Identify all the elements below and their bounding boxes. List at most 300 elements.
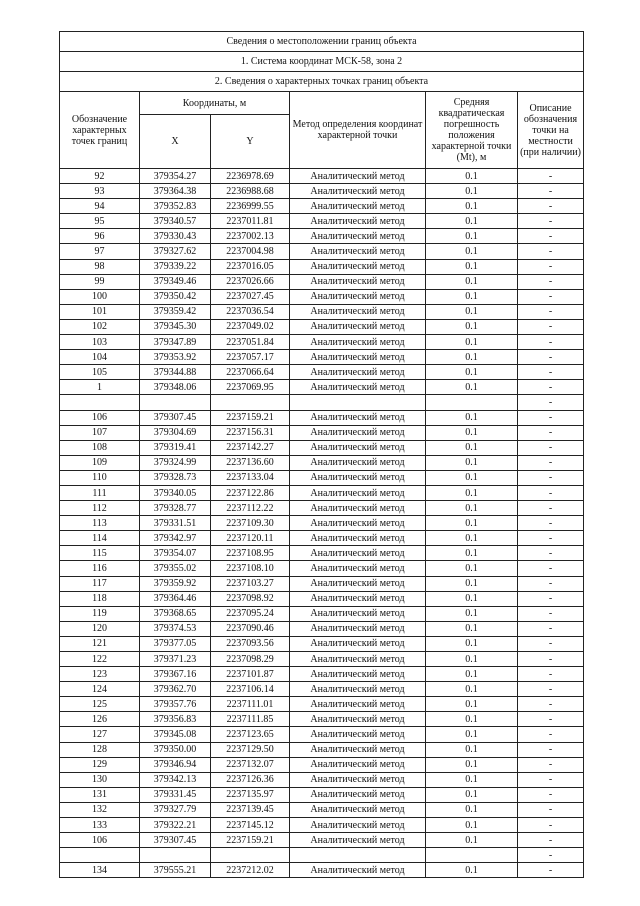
- x-cell: 379354.07: [140, 546, 211, 561]
- table-row: [60, 289, 584, 304]
- point-cell: 118: [60, 591, 140, 606]
- description-cell: -: [518, 229, 584, 244]
- method-cell: Аналитический метод: [290, 863, 426, 878]
- table-row: [60, 470, 584, 485]
- table-row: [60, 229, 584, 244]
- method-cell: Аналитический метод: [290, 289, 426, 304]
- point-cell: [60, 848, 140, 863]
- description-cell: -: [518, 470, 584, 485]
- method-cell: Аналитический метод: [290, 516, 426, 531]
- method-cell: Аналитический метод: [290, 546, 426, 561]
- error-cell: 0.1: [426, 591, 518, 606]
- table-row: [60, 697, 584, 712]
- x-cell: 379356.83: [140, 712, 211, 727]
- method-cell: Аналитический метод: [290, 274, 426, 289]
- x-cell: 379357.76: [140, 697, 211, 712]
- x-cell: 379331.45: [140, 787, 211, 802]
- description-cell: -: [518, 410, 584, 425]
- point-cell: 121: [60, 636, 140, 651]
- table-row: [60, 184, 584, 199]
- method-cell: Аналитический метод: [290, 501, 426, 516]
- table-row: [60, 531, 584, 546]
- header-point: Обозначение характерных точек границ: [60, 92, 140, 169]
- table-row: [60, 561, 584, 576]
- error-cell: 0.1: [426, 425, 518, 440]
- error-cell: 0.1: [426, 440, 518, 455]
- point-cell: 119: [60, 606, 140, 621]
- table-row: [60, 757, 584, 772]
- description-cell: -: [518, 757, 584, 772]
- y-cell: 2237106.14: [211, 682, 290, 697]
- table-row: [60, 199, 584, 214]
- x-cell: 379371.23: [140, 652, 211, 667]
- method-cell: Аналитический метод: [290, 380, 426, 395]
- x-cell: 379377.05: [140, 636, 211, 651]
- y-cell: 2237159.21: [211, 410, 290, 425]
- y-cell: 2237129.50: [211, 742, 290, 757]
- table-row: [60, 727, 584, 742]
- y-cell: 2237111.85: [211, 712, 290, 727]
- method-cell: Аналитический метод: [290, 606, 426, 621]
- point-cell: 109: [60, 455, 140, 470]
- point-cell: 122: [60, 652, 140, 667]
- method-cell: Аналитический метод: [290, 591, 426, 606]
- point-cell: 104: [60, 350, 140, 365]
- error-cell: 0.1: [426, 682, 518, 697]
- description-cell: -: [518, 304, 584, 319]
- point-cell: 97: [60, 244, 140, 259]
- x-cell: 379359.42: [140, 304, 211, 319]
- description-cell: -: [518, 425, 584, 440]
- y-cell: 2237101.87: [211, 667, 290, 682]
- error-cell: 0.1: [426, 229, 518, 244]
- description-cell: -: [518, 335, 584, 350]
- point-cell: 101: [60, 304, 140, 319]
- error-cell: 0.1: [426, 833, 518, 848]
- description-cell: -: [518, 848, 584, 863]
- x-cell: 379359.92: [140, 576, 211, 591]
- table-row: [60, 667, 584, 682]
- table-row: [60, 772, 584, 787]
- table-row: [60, 319, 584, 334]
- table-row: [60, 712, 584, 727]
- x-cell: 379340.05: [140, 485, 211, 500]
- y-cell: 2237120.11: [211, 531, 290, 546]
- x-cell: 379328.73: [140, 470, 211, 485]
- description-cell: -: [518, 697, 584, 712]
- method-cell: Аналитический метод: [290, 455, 426, 470]
- description-cell: -: [518, 667, 584, 682]
- table-row: [60, 304, 584, 319]
- table-row: [60, 169, 584, 184]
- y-cell: 2237027.45: [211, 289, 290, 304]
- x-cell: 379331.51: [140, 516, 211, 531]
- table-row: [60, 591, 584, 606]
- point-cell: 125: [60, 697, 140, 712]
- table-row: [60, 485, 584, 500]
- method-cell: Аналитический метод: [290, 470, 426, 485]
- description-cell: -: [518, 636, 584, 651]
- table-row: [60, 802, 584, 817]
- description-cell: -: [518, 380, 584, 395]
- y-cell: [211, 395, 290, 410]
- x-cell: 379345.30: [140, 319, 211, 334]
- point-cell: 114: [60, 531, 140, 546]
- point-cell: 96: [60, 229, 140, 244]
- x-cell: 379362.70: [140, 682, 211, 697]
- description-cell: -: [518, 319, 584, 334]
- point-cell: 132: [60, 802, 140, 817]
- description-cell: -: [518, 214, 584, 229]
- description-cell: -: [518, 244, 584, 259]
- point-cell: 124: [60, 682, 140, 697]
- y-cell: 2237159.21: [211, 833, 290, 848]
- x-cell: 379350.42: [140, 289, 211, 304]
- y-cell: 2237126.36: [211, 772, 290, 787]
- error-cell: 0.1: [426, 485, 518, 500]
- x-cell: 379304.69: [140, 425, 211, 440]
- points-section-title: 2. Сведения о характерных точках границ объекта: [60, 72, 584, 92]
- header-y: Y: [211, 115, 290, 169]
- error-cell: 0.1: [426, 169, 518, 184]
- description-cell: -: [518, 501, 584, 516]
- method-cell: Аналитический метод: [290, 561, 426, 576]
- description-cell: -: [518, 455, 584, 470]
- error-cell: 0.1: [426, 214, 518, 229]
- table-row: [60, 214, 584, 229]
- y-cell: 2237011.81: [211, 214, 290, 229]
- method-cell: Аналитический метод: [290, 772, 426, 787]
- method-cell: Аналитический метод: [290, 350, 426, 365]
- document-title: Сведения о местоположении границ объекта: [60, 32, 584, 52]
- method-cell: Аналитический метод: [290, 802, 426, 817]
- table-row: [60, 425, 584, 440]
- y-cell: 2237109.30: [211, 516, 290, 531]
- x-cell: [140, 395, 211, 410]
- point-cell: 134: [60, 863, 140, 878]
- method-cell: Аналитический метод: [290, 319, 426, 334]
- method-cell: Аналитический метод: [290, 485, 426, 500]
- y-cell: 2237135.97: [211, 787, 290, 802]
- point-cell: 113: [60, 516, 140, 531]
- method-cell: Аналитический метод: [290, 712, 426, 727]
- description-cell: -: [518, 485, 584, 500]
- method-cell: Аналитический метод: [290, 682, 426, 697]
- point-cell: 110: [60, 470, 140, 485]
- method-cell: Аналитический метод: [290, 787, 426, 802]
- method-cell: Аналитический метод: [290, 742, 426, 757]
- x-cell: 379319.41: [140, 440, 211, 455]
- error-cell: 0.1: [426, 410, 518, 425]
- x-cell: 379374.53: [140, 621, 211, 636]
- description-cell: -: [518, 682, 584, 697]
- method-cell: Аналитический метод: [290, 244, 426, 259]
- point-cell: 120: [60, 621, 140, 636]
- point-cell: 112: [60, 501, 140, 516]
- error-cell: 0.1: [426, 802, 518, 817]
- y-cell: 2237049.02: [211, 319, 290, 334]
- table-row: [60, 380, 584, 395]
- error-cell: 0.1: [426, 757, 518, 772]
- method-cell: Аналитический метод: [290, 425, 426, 440]
- error-cell: 0.1: [426, 772, 518, 787]
- x-cell: 379307.45: [140, 833, 211, 848]
- table-row: [60, 244, 584, 259]
- method-cell: [290, 395, 426, 410]
- error-cell: 0.1: [426, 531, 518, 546]
- point-cell: 106: [60, 833, 140, 848]
- table-row: [60, 742, 584, 757]
- error-cell: 0.1: [426, 697, 518, 712]
- x-cell: 379339.22: [140, 259, 211, 274]
- description-cell: -: [518, 802, 584, 817]
- points-table-body: [60, 169, 584, 878]
- method-cell: Аналитический метод: [290, 636, 426, 651]
- point-cell: 103: [60, 335, 140, 350]
- y-cell: 2237098.29: [211, 652, 290, 667]
- y-cell: 2237136.60: [211, 455, 290, 470]
- point-cell: 1: [60, 380, 140, 395]
- table-row: [60, 365, 584, 380]
- description-cell: -: [518, 274, 584, 289]
- method-cell: Аналитический метод: [290, 652, 426, 667]
- y-cell: 2237103.27: [211, 576, 290, 591]
- x-cell: 379327.79: [140, 802, 211, 817]
- description-cell: -: [518, 365, 584, 380]
- x-cell: 379367.16: [140, 667, 211, 682]
- error-cell: [426, 395, 518, 410]
- description-cell: -: [518, 561, 584, 576]
- point-cell: 95: [60, 214, 140, 229]
- table-row: [60, 636, 584, 651]
- x-cell: 379353.92: [140, 350, 211, 365]
- point-cell: 107: [60, 425, 140, 440]
- y-cell: 2237142.27: [211, 440, 290, 455]
- error-cell: 0.1: [426, 667, 518, 682]
- x-cell: [140, 848, 211, 863]
- error-cell: 0.1: [426, 576, 518, 591]
- x-cell: 379352.83: [140, 199, 211, 214]
- method-cell: Аналитический метод: [290, 335, 426, 350]
- error-cell: 0.1: [426, 244, 518, 259]
- error-cell: 0.1: [426, 274, 518, 289]
- x-cell: 379328.77: [140, 501, 211, 516]
- error-cell: 0.1: [426, 636, 518, 651]
- description-cell: -: [518, 606, 584, 621]
- y-cell: 2236988.68: [211, 184, 290, 199]
- point-cell: 105: [60, 365, 140, 380]
- method-cell: Аналитический метод: [290, 576, 426, 591]
- y-cell: 2237057.17: [211, 350, 290, 365]
- point-cell: 93: [60, 184, 140, 199]
- error-cell: 0.1: [426, 199, 518, 214]
- error-cell: 0.1: [426, 335, 518, 350]
- x-cell: 379354.27: [140, 169, 211, 184]
- method-cell: Аналитический метод: [290, 184, 426, 199]
- point-cell: 99: [60, 274, 140, 289]
- description-cell: -: [518, 289, 584, 304]
- x-cell: 379364.38: [140, 184, 211, 199]
- table-row: [60, 848, 584, 863]
- y-cell: 2237098.92: [211, 591, 290, 606]
- table-row: [60, 455, 584, 470]
- description-cell: -: [518, 652, 584, 667]
- description-cell: -: [518, 169, 584, 184]
- x-cell: 379330.43: [140, 229, 211, 244]
- y-cell: 2237095.24: [211, 606, 290, 621]
- error-cell: 0.1: [426, 184, 518, 199]
- error-cell: 0.1: [426, 470, 518, 485]
- y-cell: 2237036.54: [211, 304, 290, 319]
- description-cell: -: [518, 184, 584, 199]
- table-row: [60, 395, 584, 410]
- method-cell: Аналитический метод: [290, 229, 426, 244]
- y-cell: 2237108.10: [211, 561, 290, 576]
- y-cell: 2237093.56: [211, 636, 290, 651]
- error-cell: 0.1: [426, 863, 518, 878]
- description-cell: -: [518, 772, 584, 787]
- table-row: [60, 576, 584, 591]
- x-cell: 379345.08: [140, 727, 211, 742]
- table-row: [60, 440, 584, 455]
- x-cell: 379307.45: [140, 410, 211, 425]
- description-cell: -: [518, 787, 584, 802]
- y-cell: 2237026.66: [211, 274, 290, 289]
- table-row: [60, 818, 584, 833]
- description-cell: -: [518, 621, 584, 636]
- description-cell: -: [518, 818, 584, 833]
- description-cell: -: [518, 350, 584, 365]
- description-cell: -: [518, 712, 584, 727]
- point-cell: 92: [60, 169, 140, 184]
- y-cell: 2237139.45: [211, 802, 290, 817]
- x-cell: 379364.46: [140, 591, 211, 606]
- point-cell: 102: [60, 319, 140, 334]
- method-cell: Аналитический метод: [290, 440, 426, 455]
- description-cell: -: [518, 199, 584, 214]
- point-cell: 127: [60, 727, 140, 742]
- error-cell: 0.1: [426, 319, 518, 334]
- table-row: [60, 350, 584, 365]
- x-cell: 379368.65: [140, 606, 211, 621]
- error-cell: 0.1: [426, 304, 518, 319]
- method-cell: Аналитический метод: [290, 365, 426, 380]
- x-cell: 379347.89: [140, 335, 211, 350]
- point-cell: 131: [60, 787, 140, 802]
- point-cell: 123: [60, 667, 140, 682]
- method-cell: Аналитический метод: [290, 214, 426, 229]
- error-cell: 0.1: [426, 455, 518, 470]
- method-cell: Аналитический метод: [290, 199, 426, 214]
- y-cell: 2237051.84: [211, 335, 290, 350]
- method-cell: Аналитический метод: [290, 304, 426, 319]
- table-row: [60, 274, 584, 289]
- description-cell: -: [518, 440, 584, 455]
- method-cell: Аналитический метод: [290, 667, 426, 682]
- y-cell: 2236978.69: [211, 169, 290, 184]
- error-cell: 0.1: [426, 546, 518, 561]
- error-cell: 0.1: [426, 259, 518, 274]
- error-cell: 0.1: [426, 289, 518, 304]
- table-row: [60, 787, 584, 802]
- table-row: [60, 546, 584, 561]
- point-cell: 117: [60, 576, 140, 591]
- table-row: [60, 335, 584, 350]
- point-cell: 111: [60, 485, 140, 500]
- point-cell: 128: [60, 742, 140, 757]
- header-description: Описание обозначения точки на местности (при наличии): [518, 92, 584, 169]
- header-method: Метод определения координат характерной точки: [290, 92, 426, 169]
- description-cell: -: [518, 576, 584, 591]
- description-cell: -: [518, 833, 584, 848]
- header-error: Средняя квадратическая погрешность положения характерной точки (Mt), м: [426, 92, 518, 169]
- y-cell: [211, 848, 290, 863]
- table-row: [60, 501, 584, 516]
- y-cell: 2237212.02: [211, 863, 290, 878]
- description-cell: -: [518, 591, 584, 606]
- table-row: [60, 863, 584, 878]
- y-cell: 2237122.86: [211, 485, 290, 500]
- error-cell: 0.1: [426, 727, 518, 742]
- coordinate-system-title: 1. Система координат МСК-58, зона 2: [60, 52, 584, 72]
- y-cell: 2237132.07: [211, 757, 290, 772]
- y-cell: 2236999.55: [211, 199, 290, 214]
- x-cell: 379342.97: [140, 531, 211, 546]
- y-cell: 2237156.31: [211, 425, 290, 440]
- point-cell: 108: [60, 440, 140, 455]
- method-cell: Аналитический метод: [290, 833, 426, 848]
- error-cell: 0.1: [426, 380, 518, 395]
- description-cell: -: [518, 259, 584, 274]
- description-cell: -: [518, 742, 584, 757]
- x-cell: 379349.46: [140, 274, 211, 289]
- method-cell: Аналитический метод: [290, 727, 426, 742]
- point-cell: 126: [60, 712, 140, 727]
- x-cell: 379322.21: [140, 818, 211, 833]
- table-row: [60, 833, 584, 848]
- table-row: [60, 259, 584, 274]
- method-cell: Аналитический метод: [290, 757, 426, 772]
- point-cell: 129: [60, 757, 140, 772]
- y-cell: 2237066.64: [211, 365, 290, 380]
- y-cell: 2237145.12: [211, 818, 290, 833]
- table-row: [60, 621, 584, 636]
- x-cell: 379555.21: [140, 863, 211, 878]
- y-cell: 2237133.04: [211, 470, 290, 485]
- description-cell: -: [518, 516, 584, 531]
- error-cell: 0.1: [426, 350, 518, 365]
- method-cell: Аналитический метод: [290, 169, 426, 184]
- description-cell: -: [518, 727, 584, 742]
- y-cell: 2237108.95: [211, 546, 290, 561]
- error-cell: 0.1: [426, 501, 518, 516]
- method-cell: Аналитический метод: [290, 818, 426, 833]
- boundary-points-table: [59, 31, 584, 878]
- x-cell: 379342.13: [140, 772, 211, 787]
- x-cell: 379344.88: [140, 365, 211, 380]
- description-cell: -: [518, 395, 584, 410]
- error-cell: 0.1: [426, 742, 518, 757]
- method-cell: Аналитический метод: [290, 621, 426, 636]
- y-cell: 2237004.98: [211, 244, 290, 259]
- table-row: [60, 606, 584, 621]
- point-cell: 106: [60, 410, 140, 425]
- y-cell: 2237016.05: [211, 259, 290, 274]
- y-cell: 2237002.13: [211, 229, 290, 244]
- x-cell: 379350.00: [140, 742, 211, 757]
- y-cell: 2237112.22: [211, 501, 290, 516]
- error-cell: 0.1: [426, 712, 518, 727]
